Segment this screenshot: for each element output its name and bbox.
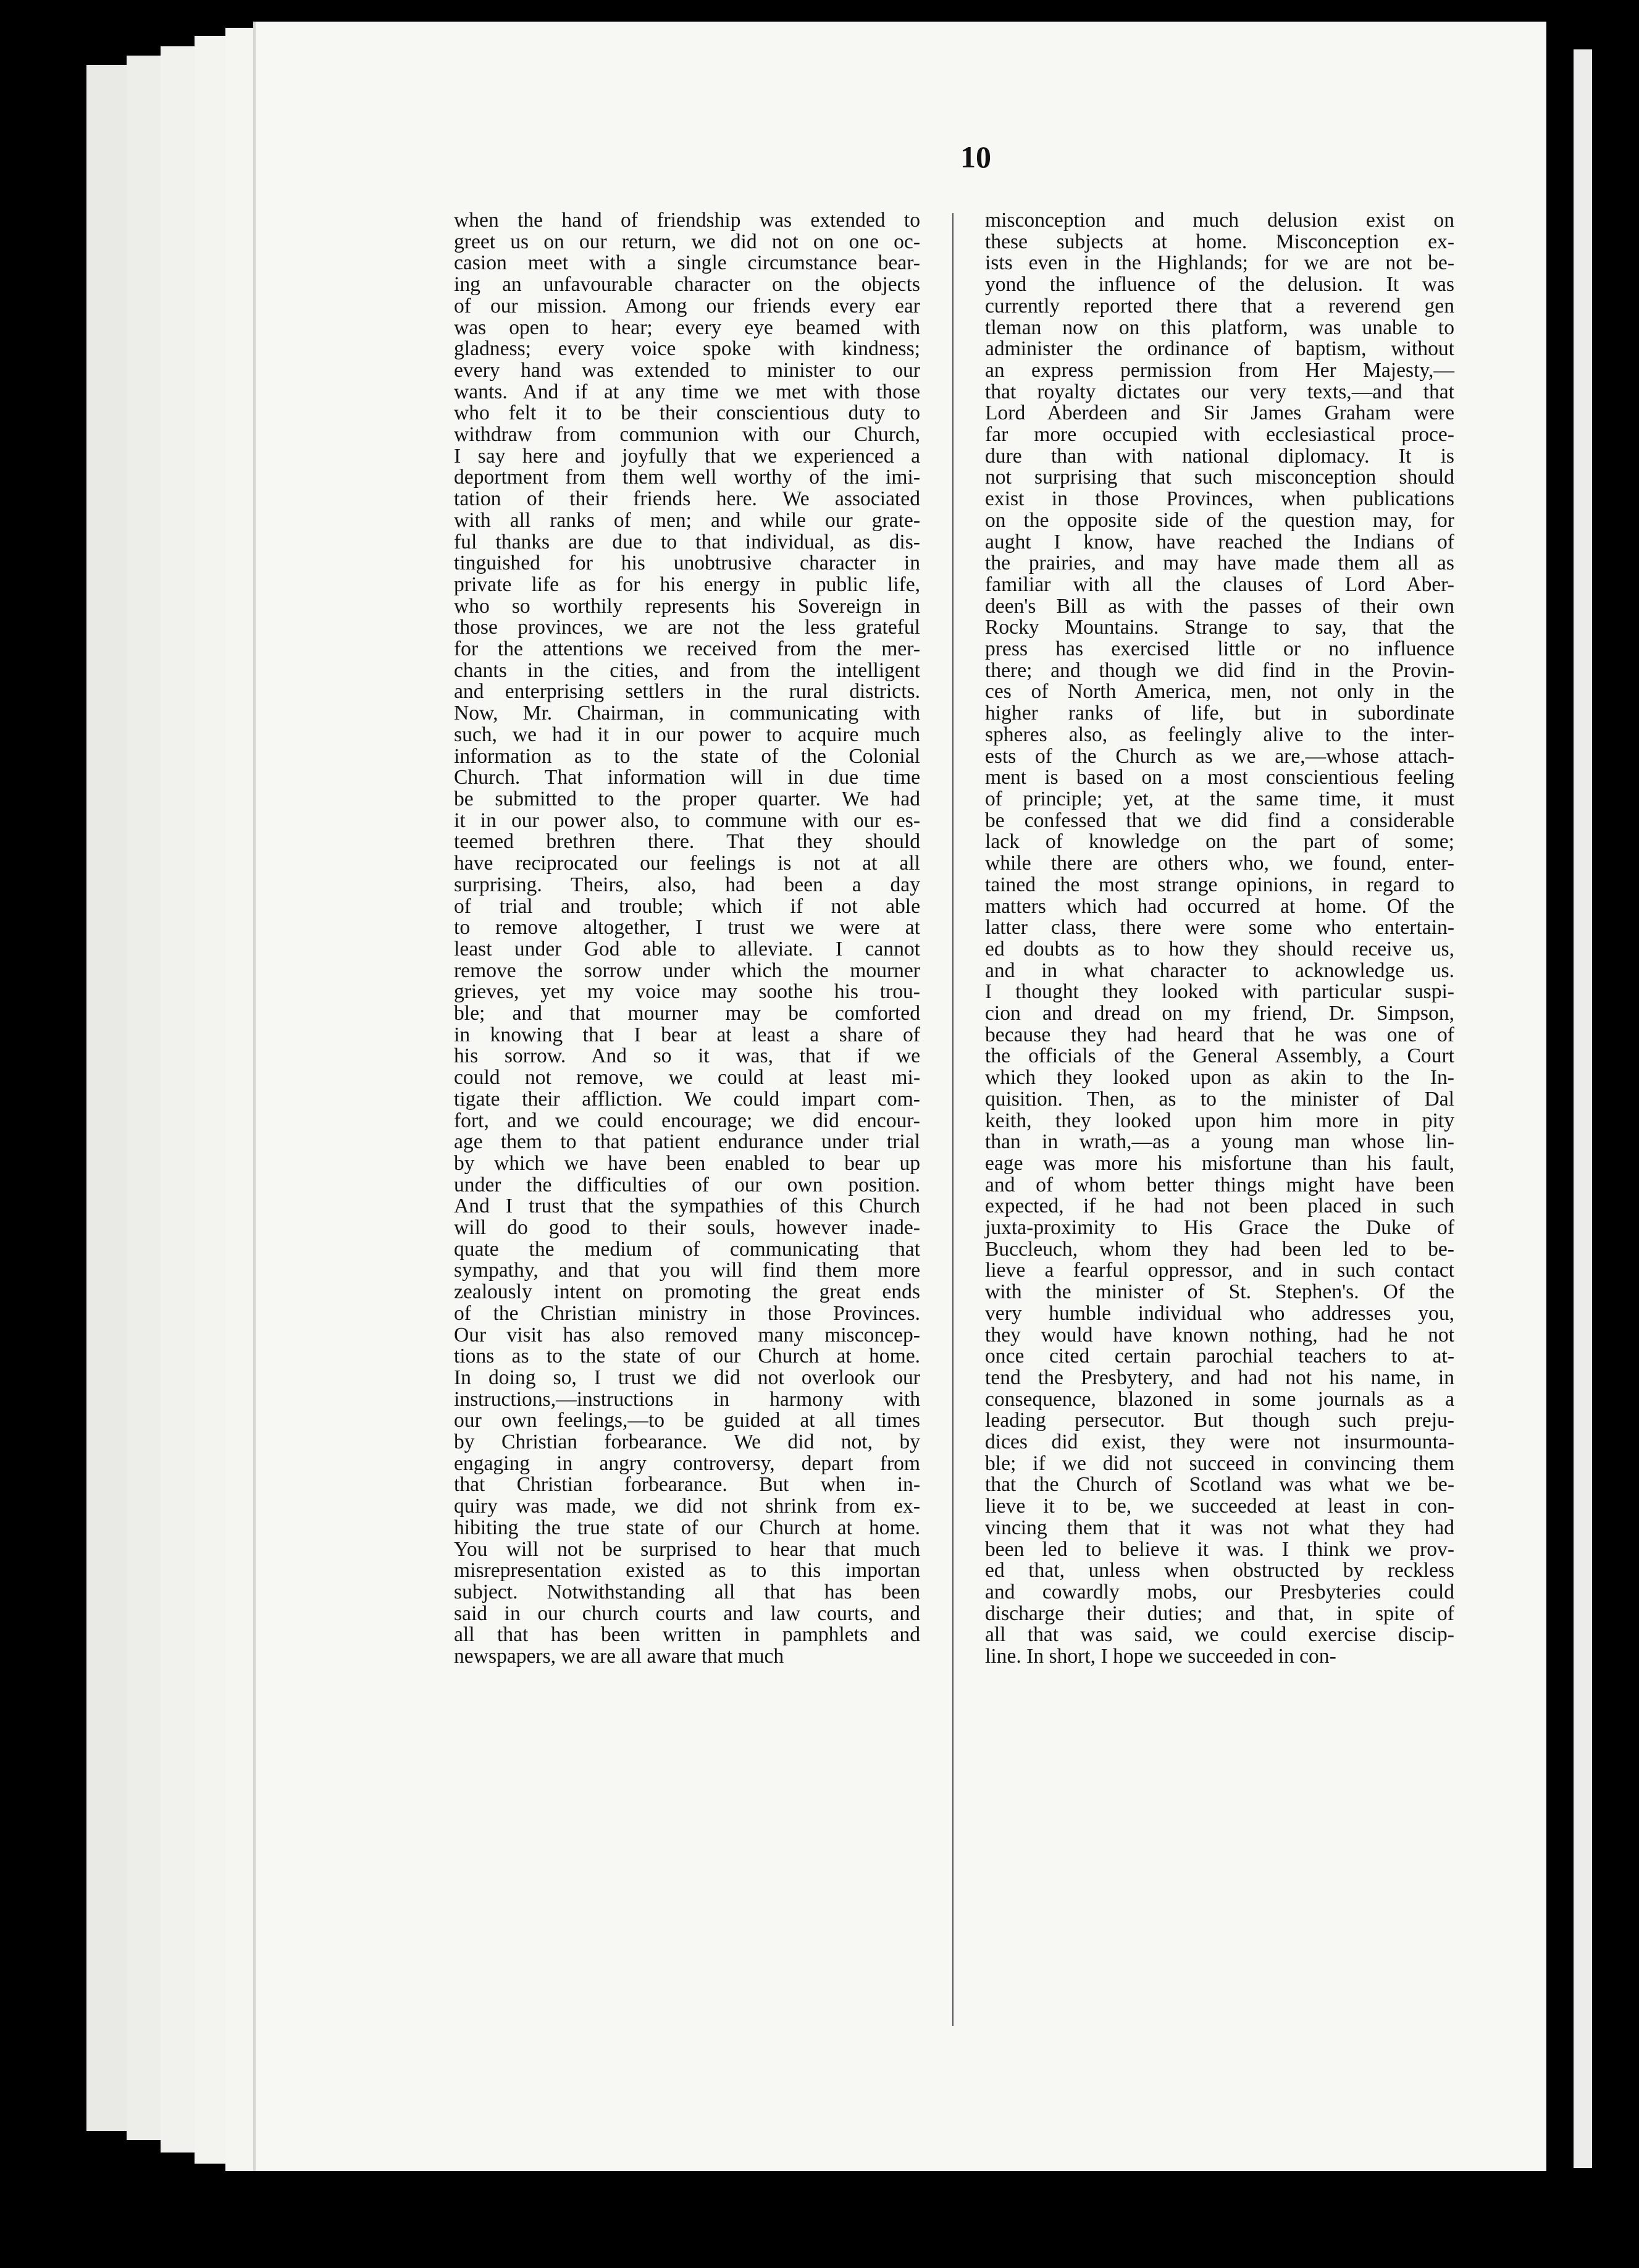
- text-line: least under God able to alleviate. I cannot: [454, 937, 920, 960]
- text-line: deportment from them well worthy of the imi-: [454, 466, 920, 489]
- text-line: press has exercised little or no influence: [985, 637, 1454, 661]
- text-line: keith, they looked upon him more in pity: [985, 1109, 1454, 1132]
- text-line: very humble individual who addresses you,: [985, 1301, 1454, 1325]
- text-line: there; and though we did find in the Provin-: [985, 658, 1454, 682]
- text-line: dices did exist, they were not insurmounta-: [985, 1430, 1454, 1454]
- text-line: remove the sorrow under which the mourner: [454, 959, 920, 982]
- text-line: gladness; every voice spoke with kindness;: [454, 337, 920, 361]
- text-line: which they looked upon as akin to the In-: [985, 1066, 1454, 1090]
- text-line: surprising. Theirs, also, had been a day: [454, 873, 920, 896]
- text-line: ment is based on a most conscientious feeling: [985, 766, 1454, 789]
- text-line: they would have known nothing, had he not: [985, 1323, 1454, 1346]
- text-line: that royalty dictates our very texts,—and that: [985, 380, 1454, 403]
- text-line: quiry was made, we did not shrink from ex-: [454, 1495, 920, 1518]
- text-line: an express permission from Her Majesty,—: [985, 358, 1454, 382]
- text-line: be confessed that we did find a considerable: [985, 808, 1454, 832]
- text-line: who so worthily represents his Sovereign in: [454, 594, 920, 618]
- text-line: quate the medium of communicating that: [454, 1237, 920, 1261]
- text-line: for the attentions we received from the mer-: [454, 637, 920, 661]
- text-line: fort, and we could encourage; we did encour-: [454, 1109, 920, 1132]
- text-line: was open to hear; every eye beamed with: [454, 316, 920, 339]
- text-line: ful thanks are due to that individual, as dis-: [454, 530, 920, 553]
- text-line: all that has been written in pamphlets and: [454, 1623, 920, 1647]
- text-line: exist in those Provinces, when publications: [985, 487, 1454, 511]
- text-line: of the Christian ministry in those Provinces.: [454, 1301, 920, 1325]
- text-line: instructions,—instructions in harmony with: [454, 1387, 920, 1411]
- text-line: tions as to the state of our Church at home.: [454, 1345, 920, 1368]
- text-line: on the opposite side of the question may, for: [985, 508, 1454, 532]
- text-line: latter class, there were some who entertain-: [985, 916, 1454, 939]
- text-line: In doing so, I trust we did not overlook our: [454, 1366, 920, 1389]
- text-line: grieves, yet my voice may soothe his trou-: [454, 980, 920, 1004]
- text-line: be submitted to the proper quarter. We had: [454, 787, 920, 810]
- text-line: ble; if we did not succeed in convincing them: [985, 1451, 1454, 1475]
- text-line: currently reported there that a reverend gen: [985, 294, 1454, 317]
- text-line: once cited certain parochial teachers to at-: [985, 1345, 1454, 1368]
- text-line: juxta-proximity to His Grace the Duke of: [985, 1216, 1454, 1240]
- text-line: of our mission. Among our friends every ear: [454, 294, 920, 317]
- text-line: Church. That information will in due time: [454, 766, 920, 789]
- text-line: wants. And if at any time we met with those: [454, 380, 920, 403]
- text-line: tation of their friends here. We associated: [454, 487, 920, 511]
- text-line: in knowing that I bear at least a share of: [454, 1023, 920, 1046]
- text-line: by Christian forbearance. We did not, by: [454, 1430, 920, 1454]
- text-line: zealously intent on promoting the great ends: [454, 1280, 920, 1304]
- text-line: when the hand of friendship was extended to: [454, 209, 920, 232]
- text-line: Buccleuch, whom they had been led to be-: [985, 1237, 1454, 1261]
- text-line: tleman now on this platform, was unable to: [985, 316, 1454, 339]
- text-line: Now, Mr. Chairman, in communicating with: [454, 702, 920, 725]
- text-line: and cowardly mobs, our Presbyteries could: [985, 1581, 1454, 1603]
- text-line: expected, if he had not been placed in such: [985, 1195, 1454, 1218]
- text-line: age them to that patient endurance under trial: [454, 1130, 920, 1154]
- text-line: because they had heard that he was one of: [985, 1023, 1454, 1046]
- text-line: under the difficulties of our own position.: [454, 1173, 920, 1196]
- text-line: all that was said, we could exercise discip-: [985, 1623, 1454, 1647]
- text-line: than in wrath,—as a young man whose lin-: [985, 1130, 1454, 1154]
- text-line: higher ranks of life, but in subordinate: [985, 702, 1454, 725]
- text-line: tend the Presbytery, and had not his name, in: [985, 1366, 1454, 1389]
- text-line: I thought they looked with particular suspi-: [985, 980, 1454, 1004]
- text-line: tained the most strange opinions, in regard to: [985, 873, 1454, 896]
- text-line: quisition. Then, as to the minister of Dal: [985, 1087, 1454, 1111]
- text-line: chants in the cities, and from the intelligent: [454, 658, 920, 682]
- text-line: teemed brethren there. That they should: [454, 830, 920, 854]
- text-line: ed that, unless when obstructed by reckless: [985, 1559, 1454, 1582]
- text-line: to remove altogether, I trust we were at: [454, 916, 920, 939]
- page-edge-right: [1574, 49, 1592, 2168]
- text-line: the prairies, and may have made them all as: [985, 552, 1454, 575]
- text-line: such, we had it in our power to acquire much: [454, 723, 920, 746]
- text-line: And I trust that the sympathies of this Church: [454, 1195, 920, 1218]
- text-line: vincing them that it was not what they had: [985, 1516, 1454, 1539]
- text-line: by which we have been enabled to bear up: [454, 1151, 920, 1175]
- text-line: ces of North America, men, not only in the: [985, 680, 1454, 704]
- text-line: far more occupied with ecclesiastical proce-: [985, 423, 1454, 447]
- text-line: ing an unfavourable character on the objects: [454, 273, 920, 296]
- text-line: cion and dread on my friend, Dr. Simpson,: [985, 1002, 1454, 1025]
- text-line: with the minister of St. Stephen's. Of the: [985, 1280, 1454, 1304]
- text-line: ed doubts as to how they should receive us,: [985, 937, 1454, 960]
- text-line: private life as for his energy in public life,: [454, 573, 920, 596]
- text-column-left: [454, 210, 920, 1668]
- text-line: those provinces, we are not the less grateful: [454, 616, 920, 639]
- text-line: hibiting the true state of our Church at home.: [454, 1516, 920, 1539]
- column-divider: [952, 213, 954, 2026]
- text-line: that Christian forbearance. But when in-: [454, 1473, 920, 1497]
- text-line: misrepresentation existed as to this importan: [454, 1559, 920, 1582]
- text-line: it in our power also, to commune with our es-: [454, 808, 920, 832]
- text-line: dure than with national diplomacy. It is: [985, 444, 1454, 468]
- text-line: his sorrow. And so it was, that if we: [454, 1044, 920, 1068]
- text-line: of trial and trouble; which if not able: [454, 894, 920, 918]
- text-line: with all ranks of men; and while our grate-: [454, 508, 920, 532]
- text-line: said in our church courts and law courts, and: [454, 1602, 920, 1625]
- text-line: will do good to their souls, however inade-: [454, 1216, 920, 1240]
- text-line: leading persecutor. But though such preju-: [985, 1409, 1454, 1432]
- text-line: information as to the state of the Colonial: [454, 744, 920, 768]
- text-line: tinguished for his unobtrusive character in: [454, 552, 920, 575]
- text-line: could not remove, we could at least mi-: [454, 1066, 920, 1090]
- text-line: these subjects at home. Misconception ex-: [985, 230, 1454, 253]
- text-line: Rocky Mountains. Strange to say, that the: [985, 616, 1454, 639]
- text-line: I say here and joyfully that we experienced a: [454, 444, 920, 468]
- text-line: subject. Notwithstanding all that has been: [454, 1581, 920, 1603]
- text-line: and in what character to acknowledge us.: [985, 959, 1454, 982]
- text-line: casion meet with a single circumstance bear-: [454, 251, 920, 275]
- text-line: discharge their duties; and that, in spite of: [985, 1602, 1454, 1625]
- text-line: sympathy, and that you will find them more: [454, 1259, 920, 1282]
- text-line: have reciprocated our feelings is not at all: [454, 852, 920, 875]
- text-line: deen's Bill as with the passes of their own: [985, 594, 1454, 618]
- text-line: every hand was extended to minister to our: [454, 358, 920, 382]
- text-line: not surprising that such misconception should: [985, 466, 1454, 489]
- text-line: lieve it to be, we succeeded at least in con-: [985, 1495, 1454, 1518]
- text-line: ble; and that mourner may be comforted: [454, 1002, 920, 1025]
- text-line: Our visit has also removed many misconcep-: [454, 1323, 920, 1346]
- text-line: engaging in angry controversy, depart from: [454, 1451, 920, 1475]
- text-line: and of whom better things might have been: [985, 1173, 1454, 1196]
- text-line: matters which had occurred at home. Of the: [985, 894, 1454, 918]
- text-line: aught I know, have reached the Indians of: [985, 530, 1454, 553]
- text-line: been led to believe it was. I think we prov-: [985, 1537, 1454, 1561]
- text-line: ests of the Church as we are,—whose attach-: [985, 744, 1454, 768]
- text-line: misconception and much delusion exist on: [985, 209, 1454, 232]
- text-line: ists even in the Highlands; for we are not be-: [985, 251, 1454, 275]
- text-line: that the Church of Scotland was what we be-: [985, 1473, 1454, 1497]
- text-line: our own feelings,—to be guided at all times: [454, 1409, 920, 1432]
- page-number: 10: [960, 140, 991, 174]
- text-line: who felt it to be their conscientious duty to: [454, 401, 920, 425]
- text-line: the officials of the General Assembly, a Court: [985, 1044, 1454, 1068]
- text-line: line. In short, I hope we succeeded in con-: [985, 1645, 1336, 1668]
- text-line: Lord Aberdeen and Sir James Graham were: [985, 401, 1454, 425]
- text-line: newspapers, we are all aware that much: [454, 1645, 784, 1668]
- text-line: while there are others who, we found, enter-: [985, 852, 1454, 875]
- text-line: tigate their affliction. We could impart com-: [454, 1087, 920, 1111]
- text-line: eage was more his misfortune than his fault,: [985, 1151, 1454, 1175]
- text-line: greet us on our return, we did not on one oc-: [454, 230, 920, 253]
- text-line: spheres also, as feelingly alive to the inter-: [985, 723, 1454, 746]
- text-line: consequence, blazoned in some journals as a: [985, 1387, 1454, 1411]
- text-line: withdraw from communion with our Church,: [454, 423, 920, 447]
- text-line: lieve a fearful oppressor, and in such contact: [985, 1259, 1454, 1282]
- text-line: of principle; yet, at the same time, it must: [985, 787, 1454, 810]
- text-line: yond the influence of the delusion. It was: [985, 273, 1454, 296]
- text-line: familiar with all the clauses of Lord Aber-: [985, 573, 1454, 596]
- text-line: lack of knowledge on the part of some;: [985, 830, 1454, 854]
- text-line: administer the ordinance of baptism, without: [985, 337, 1454, 361]
- text-line: You will not be surprised to hear that much: [454, 1537, 920, 1561]
- text-line: and enterprising settlers in the rural districts.: [454, 680, 920, 704]
- text-column-right: [985, 210, 1454, 1668]
